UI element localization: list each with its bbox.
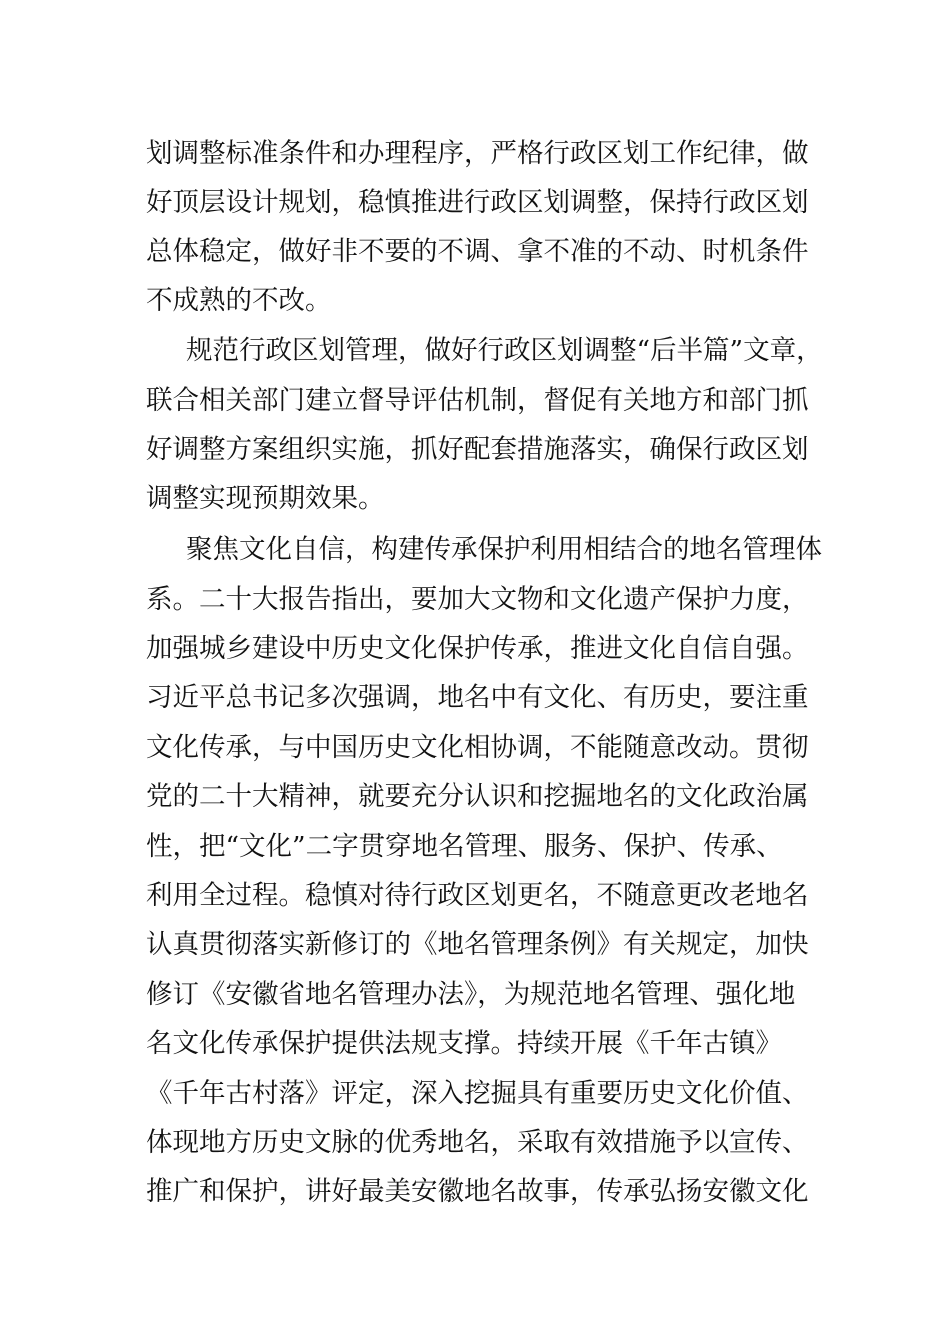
text-line: 总体稳定，做好非不要的不调、拿不准的不动、时机条件 (146, 236, 809, 267)
text-line: 划调整标准条件和办理程序，严格行政区划工作纪律，做 (146, 138, 809, 169)
text-line: 好调整方案组织实施，抓好配套措施落实，确保行政区划 (146, 434, 809, 465)
paragraph-start-line: 规范行政区划管理，做好行政区划调整“后半篇”文章， (186, 335, 823, 366)
text-line: 联合相关部门建立督导评估机制，督促有关地方和部门抓 (146, 385, 809, 416)
paragraph-start-line: 聚焦文化自信，构建传承保护利用相结合的地名管理体 (186, 534, 822, 565)
text-line: 文化传承，与中国历史文化相协调，不能随意改动。贯彻 (146, 732, 809, 763)
text-line: 《千年古村落》评定，深入挖掘具有重要历史文化价值、 (146, 1078, 809, 1109)
text-line: 党的二十大精神，就要充分认识和挖掘地名的文化政治属 (146, 781, 809, 812)
text-line: 推广和保护，讲好最美安徽地名故事，传承弘扬安徽文化 (146, 1176, 809, 1207)
text-line: 名文化传承保护提供法规支撑。持续开展《千年古镇》 (146, 1028, 782, 1059)
text-line: 认真贯彻落实新修订的《地名管理条例》有关规定，加快 (146, 929, 809, 960)
text-line: 性，把“文化”二字贯穿地名管理、服务、保护、传承、 (146, 831, 783, 862)
text-line: 利用全过程。稳慎对待行政区划更名，不随意更改老地名 (146, 880, 809, 911)
text-line: 加强城乡建设中历史文化保护传承，推进文化自信自强。 (146, 633, 809, 664)
text-line: 好顶层设计规划，稳慎推进行政区划调整，保持行政区划 (146, 187, 809, 218)
text-line: 体现地方历史文脉的优秀地名，采取有效措施予以宣传、 (146, 1127, 809, 1158)
text-line: 系。二十大报告指出，要加大文物和文化遗产保护力度， (146, 584, 809, 615)
text-line: 不成熟的不改。 (146, 285, 332, 316)
text-line: 调整实现预期效果。 (146, 483, 385, 514)
text-line: 习近平总书记多次强调，地名中有文化、有历史，要注重 (146, 682, 809, 713)
text-line: 修订《安徽省地名管理办法》，为规范地名管理、强化地 (146, 979, 796, 1010)
